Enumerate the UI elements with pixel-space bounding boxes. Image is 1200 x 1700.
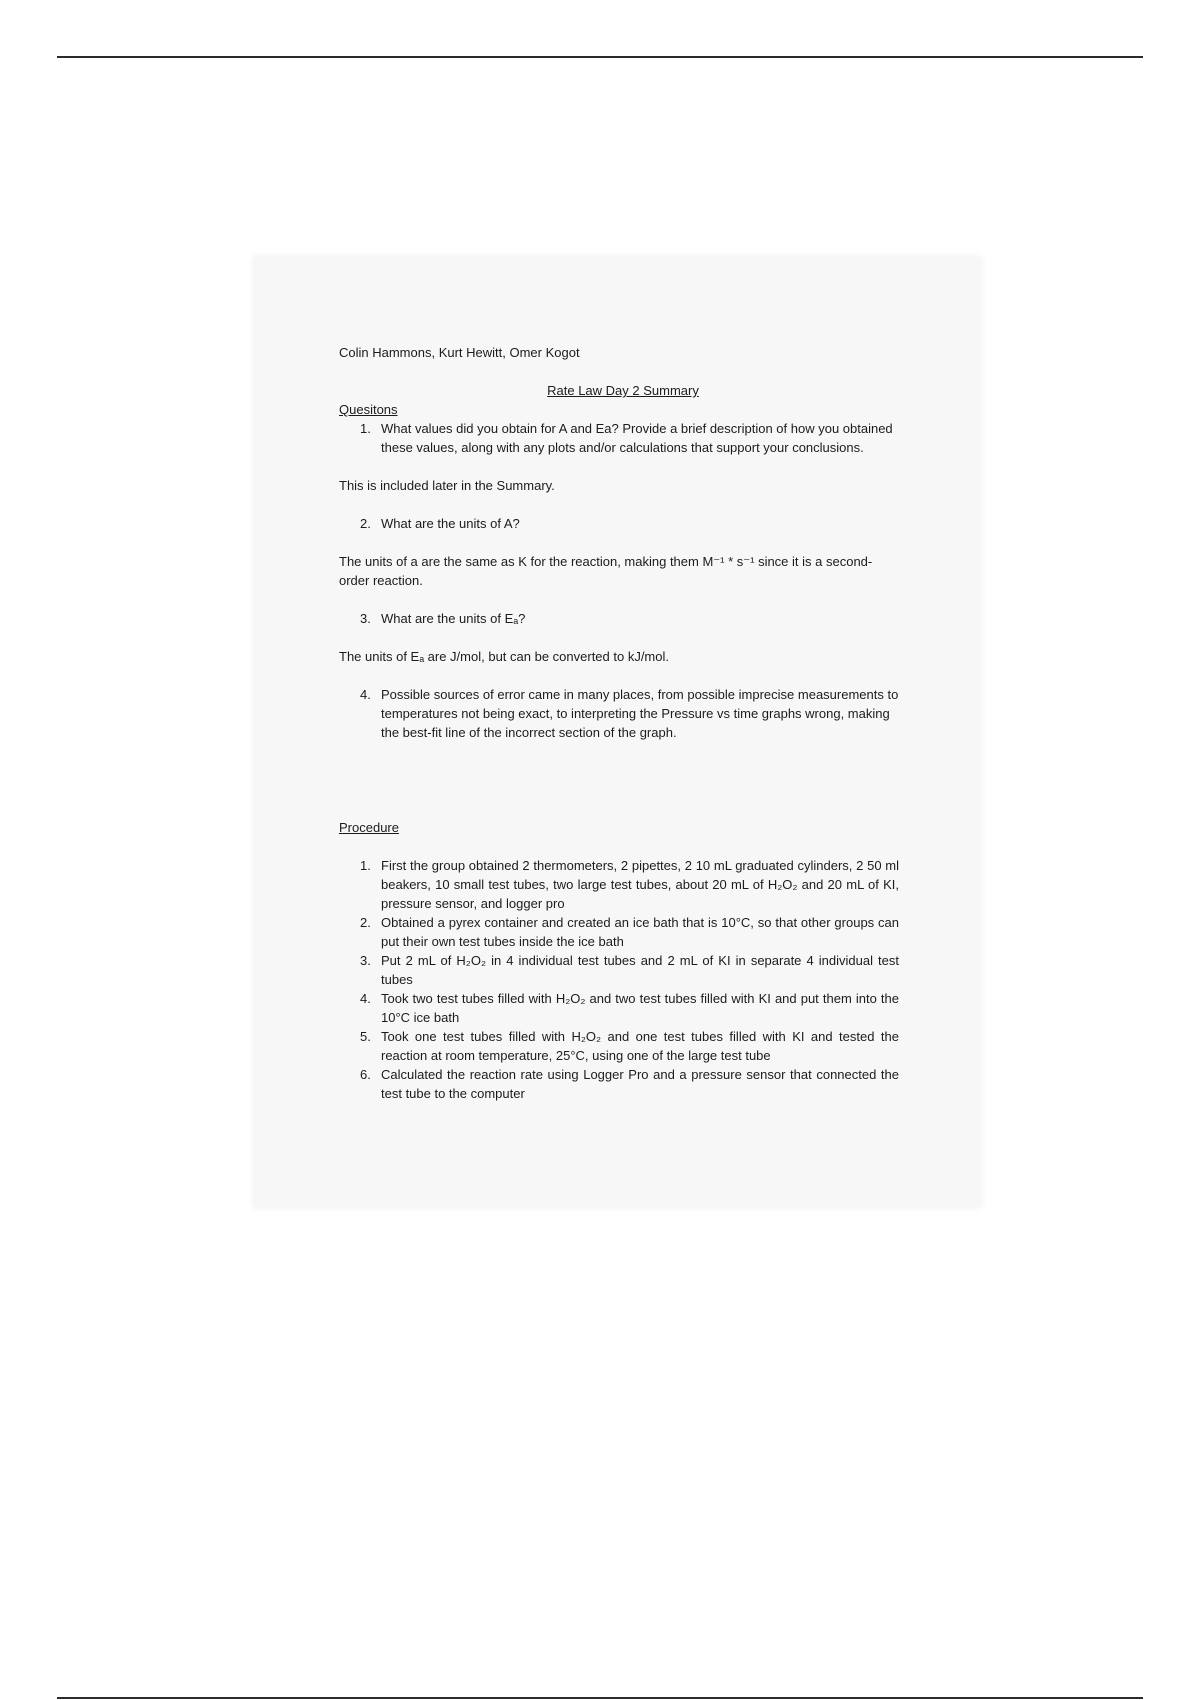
document-body <box>339 343 899 1103</box>
question-item <box>339 609 899 628</box>
procedure-step <box>339 1027 899 1065</box>
step-text: First the group obtained 2 thermometers, 2 pipettes, 2 10 mL graduated cylinders, 2 50 ml beakers, 10 small test tubes, two large test tubes, about 20 mL of H₂O₂ and 20 mL of KI, pressure sensor, and logger pro <box>381 858 899 911</box>
bottom-rule <box>57 1697 1143 1699</box>
procedure-step <box>339 951 899 989</box>
procedure-step <box>339 1065 899 1103</box>
step-number: 4. <box>360 991 371 1006</box>
answer-text: The units of Eₐ are J/mol, but can be converted to kJ/mol. <box>339 649 669 664</box>
procedure-step <box>339 913 899 951</box>
question-text: Possible sources of error came in many places, from possible imprecise measurements to temperatures not being exact, to interpreting the Pressure vs time graphs wrong, making the best-fit line of the incorrect section of the graph. <box>381 687 899 740</box>
question-item <box>339 514 899 533</box>
procedure-step <box>339 989 899 1027</box>
step-text: Calculated the reaction rate using Logger Pro and a pressure sensor that connected the test tube to the computer <box>381 1067 899 1101</box>
top-rule <box>57 56 1143 58</box>
question-text: What values did you obtain for A and Ea? Provide a brief description of how you obtained these values, along with any plots and/or calculations that support your conclusions. <box>381 421 893 455</box>
step-text: Took one test tubes filled with H₂O₂ and one test tubes filled with KI and tested the reaction at room temperature, 25°C, using one of the large test tube <box>381 1029 899 1063</box>
question-number: 4. <box>360 687 371 702</box>
authors: Colin Hammons, Kurt Hewitt, Omer Kogot <box>339 345 580 360</box>
answer-text: The units of a are the same as K for the reaction, making them M⁻¹ * s⁻¹ since it is a second-order reaction. <box>339 554 873 588</box>
question-number: 2. <box>360 516 371 531</box>
question-list-1 <box>339 419 899 457</box>
step-text: Took two test tubes filled with H₂O₂ and two test tubes filled with KI and put them into the 10°C ice bath <box>381 991 899 1025</box>
question-list-2 <box>339 514 899 533</box>
question-list-4 <box>339 685 899 742</box>
step-number: 5. <box>360 1029 371 1044</box>
question-number: 1. <box>360 421 371 436</box>
step-number: 3. <box>360 953 371 968</box>
procedure-step <box>339 856 899 913</box>
question-text: What are the units of A? <box>381 516 520 531</box>
procedure-heading: Procedure <box>339 820 399 835</box>
question-item <box>339 685 899 742</box>
question-list-3 <box>339 609 899 628</box>
step-text: Obtained a pyrex container and created an ice bath that is 10°C, so that other groups can put their own test tubes inside the ice bath <box>381 915 899 949</box>
questions-heading: Quesitons <box>339 402 398 417</box>
document-title: Rate Law Day 2 Summary <box>547 383 699 398</box>
procedure-list <box>339 856 899 1103</box>
question-text: What are the units of Eₐ? <box>381 611 526 626</box>
question-number: 3. <box>360 611 371 626</box>
step-number: 6. <box>360 1067 371 1082</box>
step-number: 1. <box>360 858 371 873</box>
answer-text: This is included later in the Summary. <box>339 478 555 493</box>
step-text: Put 2 mL of H₂O₂ in 4 individual test tubes and 2 mL of KI in separate 4 individual test tubes <box>381 953 899 987</box>
question-item <box>339 419 899 457</box>
step-number: 2. <box>360 915 371 930</box>
